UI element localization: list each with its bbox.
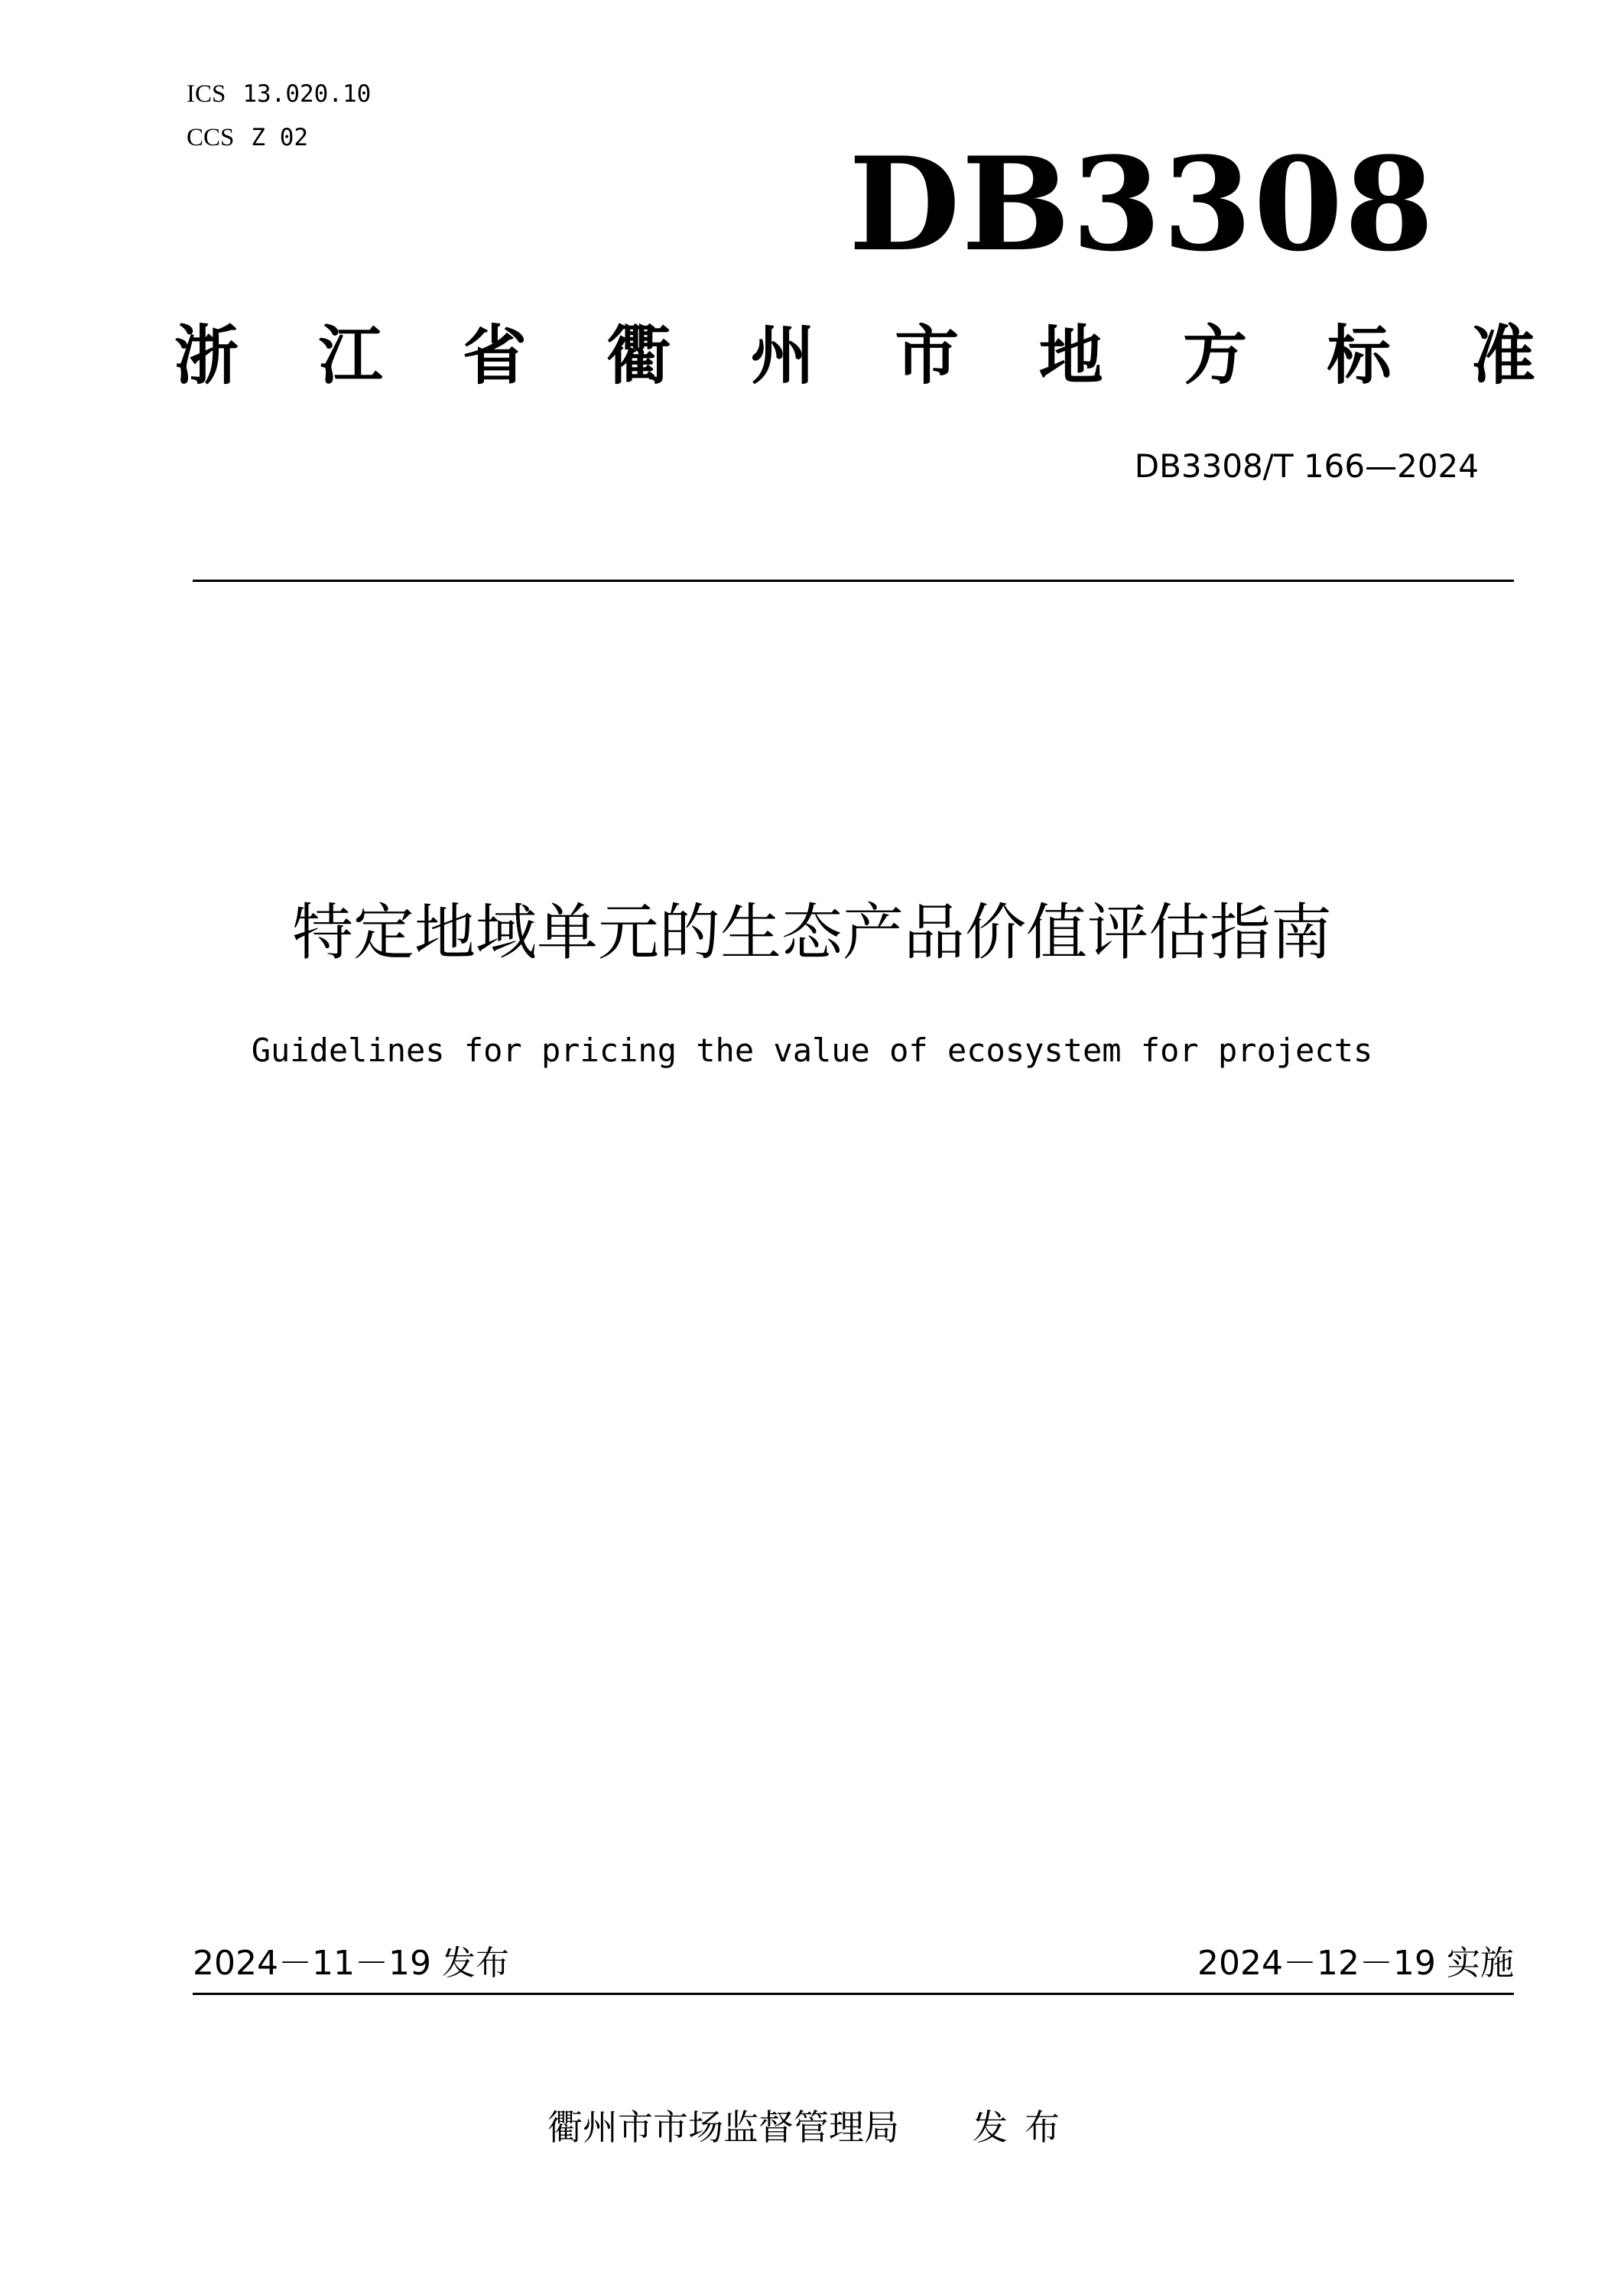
top-divider [193,580,1514,582]
ics-code: 13.020.10 [242,80,372,108]
document-title-chinese: 特定地域单元的生态产品价值评估指南 [292,897,1332,968]
bottom-divider [193,1993,1514,1995]
ccs-label: CCS [187,124,235,151]
standard-type-char: 浙 [174,318,239,393]
standard-type-char: 衢 [606,318,671,393]
ccs-classification [187,122,308,153]
ics-classification [187,79,371,109]
standard-type-char: 方 [1183,318,1248,393]
standard-type-char: 地 [1038,318,1103,393]
standard-number: DB3308/T 166—2024 [1134,447,1479,485]
implementation-date: 2024－12－19 实施 [1197,1944,1514,1983]
ics-label: ICS [187,80,226,108]
standard-mark: DB3308 [849,128,1436,280]
standard-type-char: 省 [462,318,527,393]
issuer-name: 衢州市市场监督管理局 [547,2107,899,2148]
issuer-action: 发布 [973,2107,1077,2148]
standard-type-char: 市 [895,318,960,393]
issuer-line [0,2104,1624,2150]
standard-type-char: 标 [1327,318,1392,393]
document-title-english: Guidelines for pricing the value of ecosystem for projects [251,1032,1373,1069]
standard-type-char: 州 [750,318,815,393]
standard-type-char: 准 [1470,318,1535,393]
standard-type-title [174,317,1535,394]
standard-type-char: 江 [318,318,383,393]
publish-date: 2024－11－19 发布 [193,1944,509,1983]
ccs-code: Z 02 [251,124,309,151]
